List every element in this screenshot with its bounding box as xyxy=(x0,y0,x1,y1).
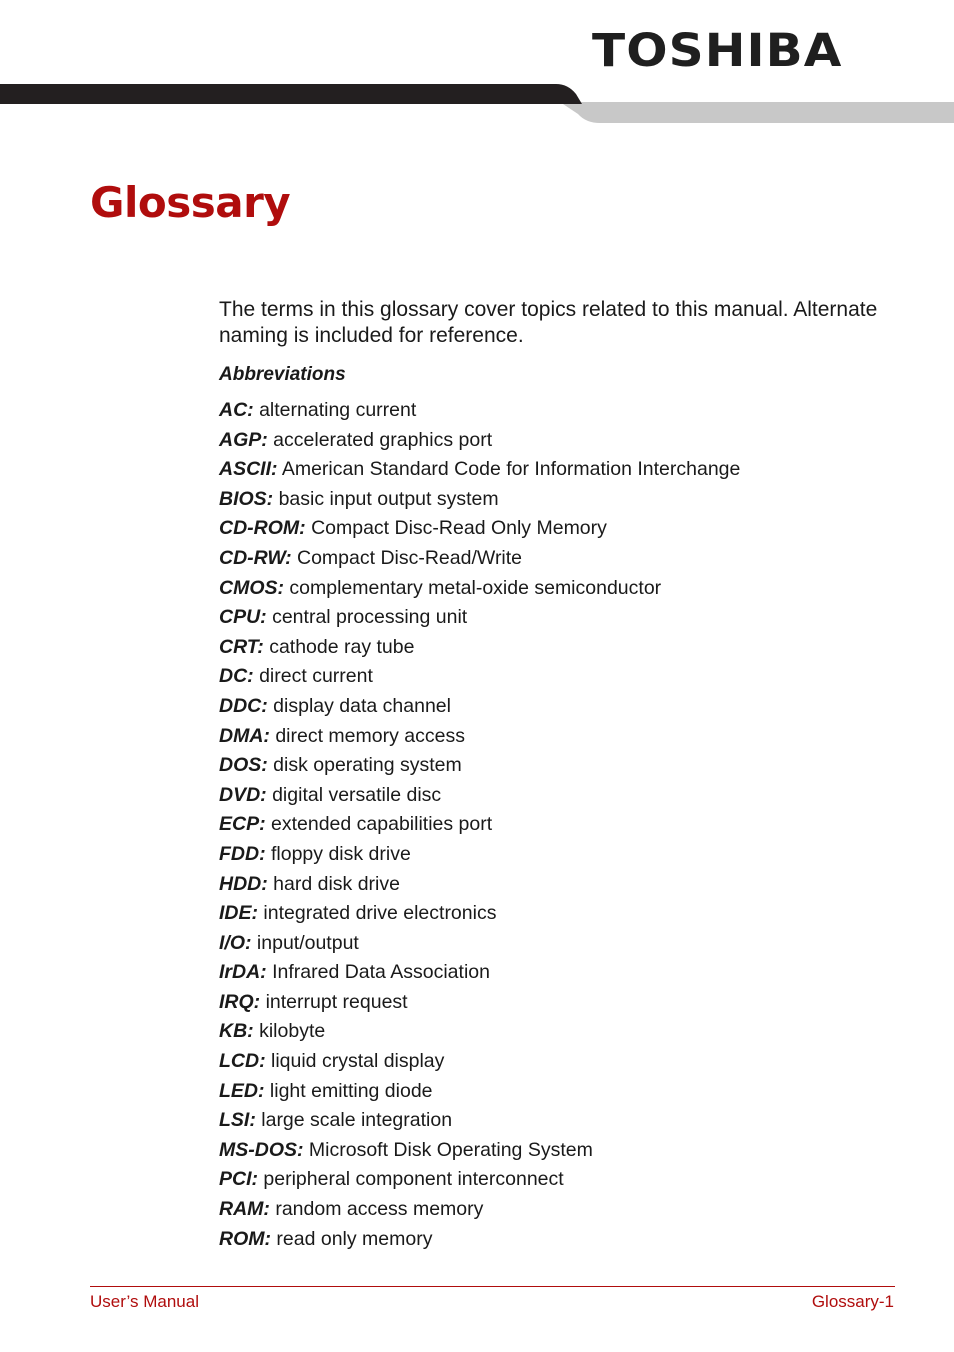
abbreviation-item xyxy=(219,870,919,900)
header-bars xyxy=(0,84,954,124)
abbreviation-definition: basic input output system xyxy=(273,487,499,510)
abbreviation-term: CMOS: xyxy=(219,576,284,599)
abbreviation-item xyxy=(219,1047,919,1077)
abbreviation-definition: direct current xyxy=(253,665,373,688)
abbreviation-term: DMA: xyxy=(219,724,270,747)
abbreviation-definition: kilobyte xyxy=(253,1020,326,1043)
section-heading-abbreviations: Abbreviations xyxy=(219,364,346,385)
header-bar-light xyxy=(560,102,954,123)
abbreviation-definition: large scale integration xyxy=(255,1109,453,1132)
abbreviation-term: FDD: xyxy=(219,842,266,865)
abbreviation-term: IrDA: xyxy=(219,961,267,984)
abbreviation-item xyxy=(219,574,919,604)
footer-manual-label: User’s Manual xyxy=(90,1292,199,1311)
abbreviation-definition: American Standard Code for Information Interchange xyxy=(277,458,741,481)
abbreviation-definition: complementary metal-oxide semiconductor xyxy=(284,576,662,599)
abbreviation-definition: disk operating system xyxy=(267,754,462,777)
abbreviation-item xyxy=(219,544,919,574)
abbreviation-list xyxy=(219,396,919,1254)
abbreviation-item xyxy=(219,692,919,722)
abbreviation-term: PCI: xyxy=(219,1168,258,1191)
abbreviation-item xyxy=(219,1225,919,1255)
abbreviation-term: IDE: xyxy=(219,902,258,925)
abbreviation-item xyxy=(219,929,919,959)
abbreviation-definition: alternating current xyxy=(253,399,417,421)
abbreviation-definition: interrupt request xyxy=(260,990,408,1013)
abbreviation-definition: Compact Disc-Read Only Memory xyxy=(305,517,607,540)
toshiba-logo: TOSHIBA xyxy=(592,24,843,77)
abbreviation-term: IRQ: xyxy=(219,990,261,1013)
abbreviation-definition: display data channel xyxy=(267,694,451,717)
abbreviation-definition: liquid crystal display xyxy=(265,1050,445,1073)
abbreviation-item xyxy=(219,781,919,811)
abbreviation-definition: extended capabilities port xyxy=(265,813,493,836)
abbreviation-term: DC: xyxy=(219,665,254,688)
abbreviation-term: MS-DOS: xyxy=(219,1138,304,1161)
abbreviation-term: CD-ROM: xyxy=(219,517,306,540)
intro-paragraph: The terms in this glossary cover topics related to this manual. Alternate naming is included for reference. xyxy=(219,298,878,347)
abbreviation-term: DOS: xyxy=(219,754,268,777)
abbreviation-term: I/O: xyxy=(219,931,252,954)
abbreviation-term: AC: xyxy=(219,399,254,421)
abbreviation-item xyxy=(219,603,919,633)
abbreviation-item xyxy=(219,722,919,752)
abbreviation-item xyxy=(219,396,919,426)
abbreviation-item xyxy=(219,633,919,663)
abbreviation-item xyxy=(219,514,919,544)
abbreviation-term: ECP: xyxy=(219,813,266,836)
abbreviation-definition: Infrared Data Association xyxy=(266,961,490,984)
abbreviation-definition: central processing unit xyxy=(266,606,468,629)
abbreviation-item xyxy=(219,958,919,988)
abbreviation-term: RAM: xyxy=(219,1198,270,1221)
abbreviation-item xyxy=(219,899,919,929)
footer-page-number: Glossary-1 xyxy=(811,1292,894,1311)
abbreviation-term: AGP: xyxy=(219,428,268,451)
header-bar-dark xyxy=(0,84,582,104)
abbreviation-item xyxy=(219,485,919,515)
abbreviation-term: BIOS: xyxy=(219,487,274,510)
abbreviation-item xyxy=(219,1017,919,1047)
abbreviation-term: LCD: xyxy=(219,1050,266,1073)
abbreviation-definition: hard disk drive xyxy=(267,872,400,895)
abbreviation-definition: cathode ray tube xyxy=(263,635,415,658)
abbreviation-definition: input/output xyxy=(251,931,359,954)
abbreviation-item xyxy=(219,810,919,840)
abbreviation-definition: digital versatile disc xyxy=(266,783,442,806)
abbreviation-item xyxy=(219,1077,919,1107)
abbreviation-term: ASCII: xyxy=(219,458,278,481)
abbreviation-definition: Microsoft Disk Operating System xyxy=(303,1138,593,1161)
abbreviation-definition: Compact Disc-Read/Write xyxy=(291,546,523,569)
abbreviation-definition: peripheral component interconnect xyxy=(258,1168,564,1191)
abbreviation-definition: random access memory xyxy=(269,1198,484,1221)
abbreviation-definition: light emitting diode xyxy=(264,1079,433,1102)
page-title: Glossary xyxy=(90,178,291,227)
abbreviation-term: ROM: xyxy=(219,1227,271,1250)
abbreviation-definition: floppy disk drive xyxy=(265,842,411,865)
abbreviation-definition: accelerated graphics port xyxy=(267,428,493,451)
abbreviation-term: LED: xyxy=(219,1079,265,1102)
footer-rule xyxy=(90,1286,895,1287)
abbreviation-term: CPU: xyxy=(219,606,267,629)
abbreviation-item xyxy=(219,1106,919,1136)
abbreviation-item xyxy=(219,455,919,485)
abbreviation-term: CRT: xyxy=(219,635,264,658)
abbreviation-term: DVD: xyxy=(219,783,267,806)
abbreviation-item xyxy=(219,751,919,781)
abbreviation-item xyxy=(219,1195,919,1225)
abbreviation-term: DDC: xyxy=(219,694,268,717)
abbreviation-definition: direct memory access xyxy=(269,724,465,747)
abbreviation-term: KB: xyxy=(219,1020,254,1043)
abbreviation-item xyxy=(219,988,919,1018)
abbreviation-definition: read only memory xyxy=(271,1227,433,1250)
abbreviation-item xyxy=(219,662,919,692)
abbreviation-term: HDD: xyxy=(219,872,268,895)
abbreviation-term: CD-RW: xyxy=(219,546,292,569)
abbreviation-term: LSI: xyxy=(219,1109,256,1132)
abbreviation-item xyxy=(219,426,919,456)
abbreviation-definition: integrated drive electronics xyxy=(258,902,497,925)
abbreviation-item xyxy=(219,840,919,870)
abbreviation-item xyxy=(219,1165,919,1195)
abbreviation-item xyxy=(219,1136,919,1166)
